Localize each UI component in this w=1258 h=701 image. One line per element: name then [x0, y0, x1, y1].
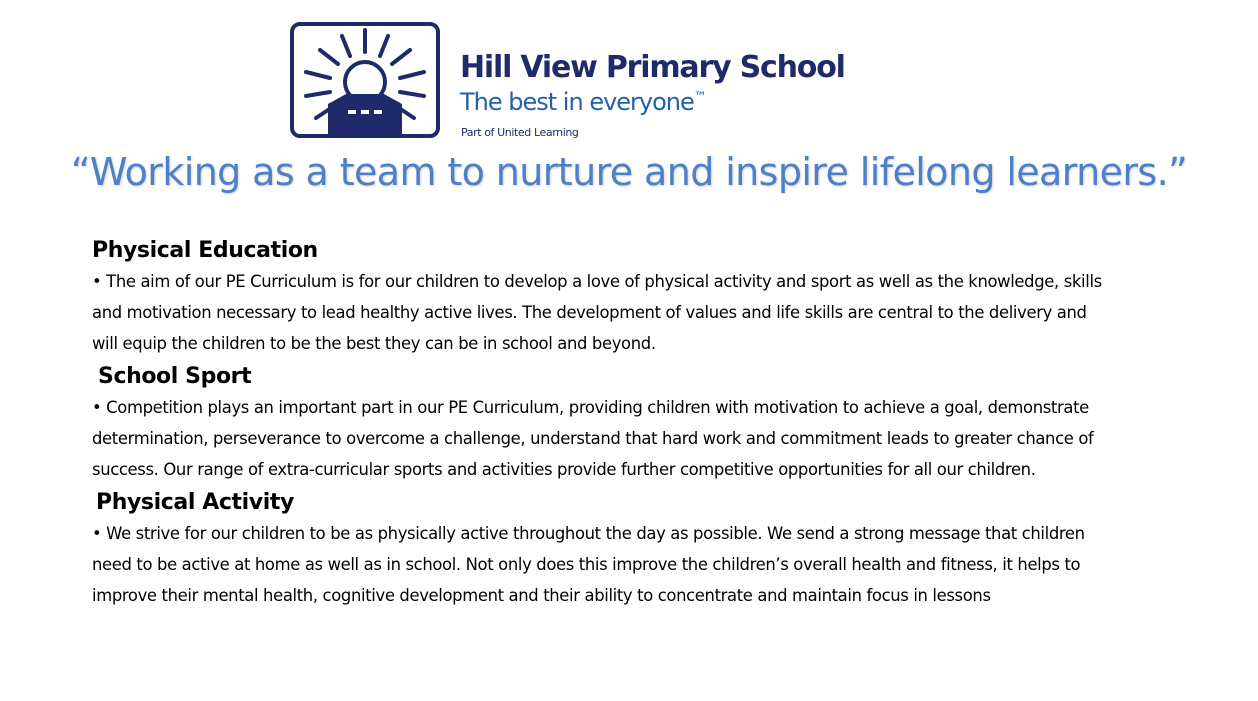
section-title: School Sport [98, 364, 252, 389]
sun-school-logo-icon [290, 22, 440, 138]
school-motto: “Working as a team to nurture and inspire lifelong learners.” [70, 150, 1188, 194]
section-text: • We strive for our children to be as physically active throughout the day as possible. We send a strong message that children need to be active at home as well as in school. Not only does this improve the children’s overall health and fitness, it helps to improve their mental health, cognitive development and their ability to concentrate and maintain focus in lessons [92, 524, 1085, 605]
trademark-symbol: ™ [693, 90, 706, 105]
tagline [460, 88, 706, 116]
section-physical-education [92, 236, 1102, 359]
header [290, 22, 890, 142]
section-text: • Competition plays an important part in our PE Curriculum, providing children with motivation to achieve a goal, demonstrate determination, perseverance to overcome a challenge, understand that hard work and commitment leads to greater chance of success. Our range of extra-curricular sports and activities provide further competitive opportunities for all our children. [92, 398, 1094, 479]
section-physical-activity [92, 488, 1102, 611]
section-title: Physical Activity [96, 490, 294, 515]
section-title: Physical Education [92, 238, 318, 263]
section-school-sport [92, 362, 1102, 485]
school-logo [290, 22, 440, 138]
tagline-text: The best in everyone [460, 88, 694, 116]
part-of-label: Part of United Learning [461, 126, 579, 139]
section-text: • The aim of our PE Curriculum is for our children to develop a love of physical activity and sport as well as the knowledge, skills and motivation necessary to lead healthy active lives. The development of values and life skills are central to the delivery and will equip the children to be the best they can be in school and beyond. [92, 272, 1102, 353]
document-body [92, 236, 1102, 614]
school-name: Hill View Primary School [460, 50, 845, 85]
